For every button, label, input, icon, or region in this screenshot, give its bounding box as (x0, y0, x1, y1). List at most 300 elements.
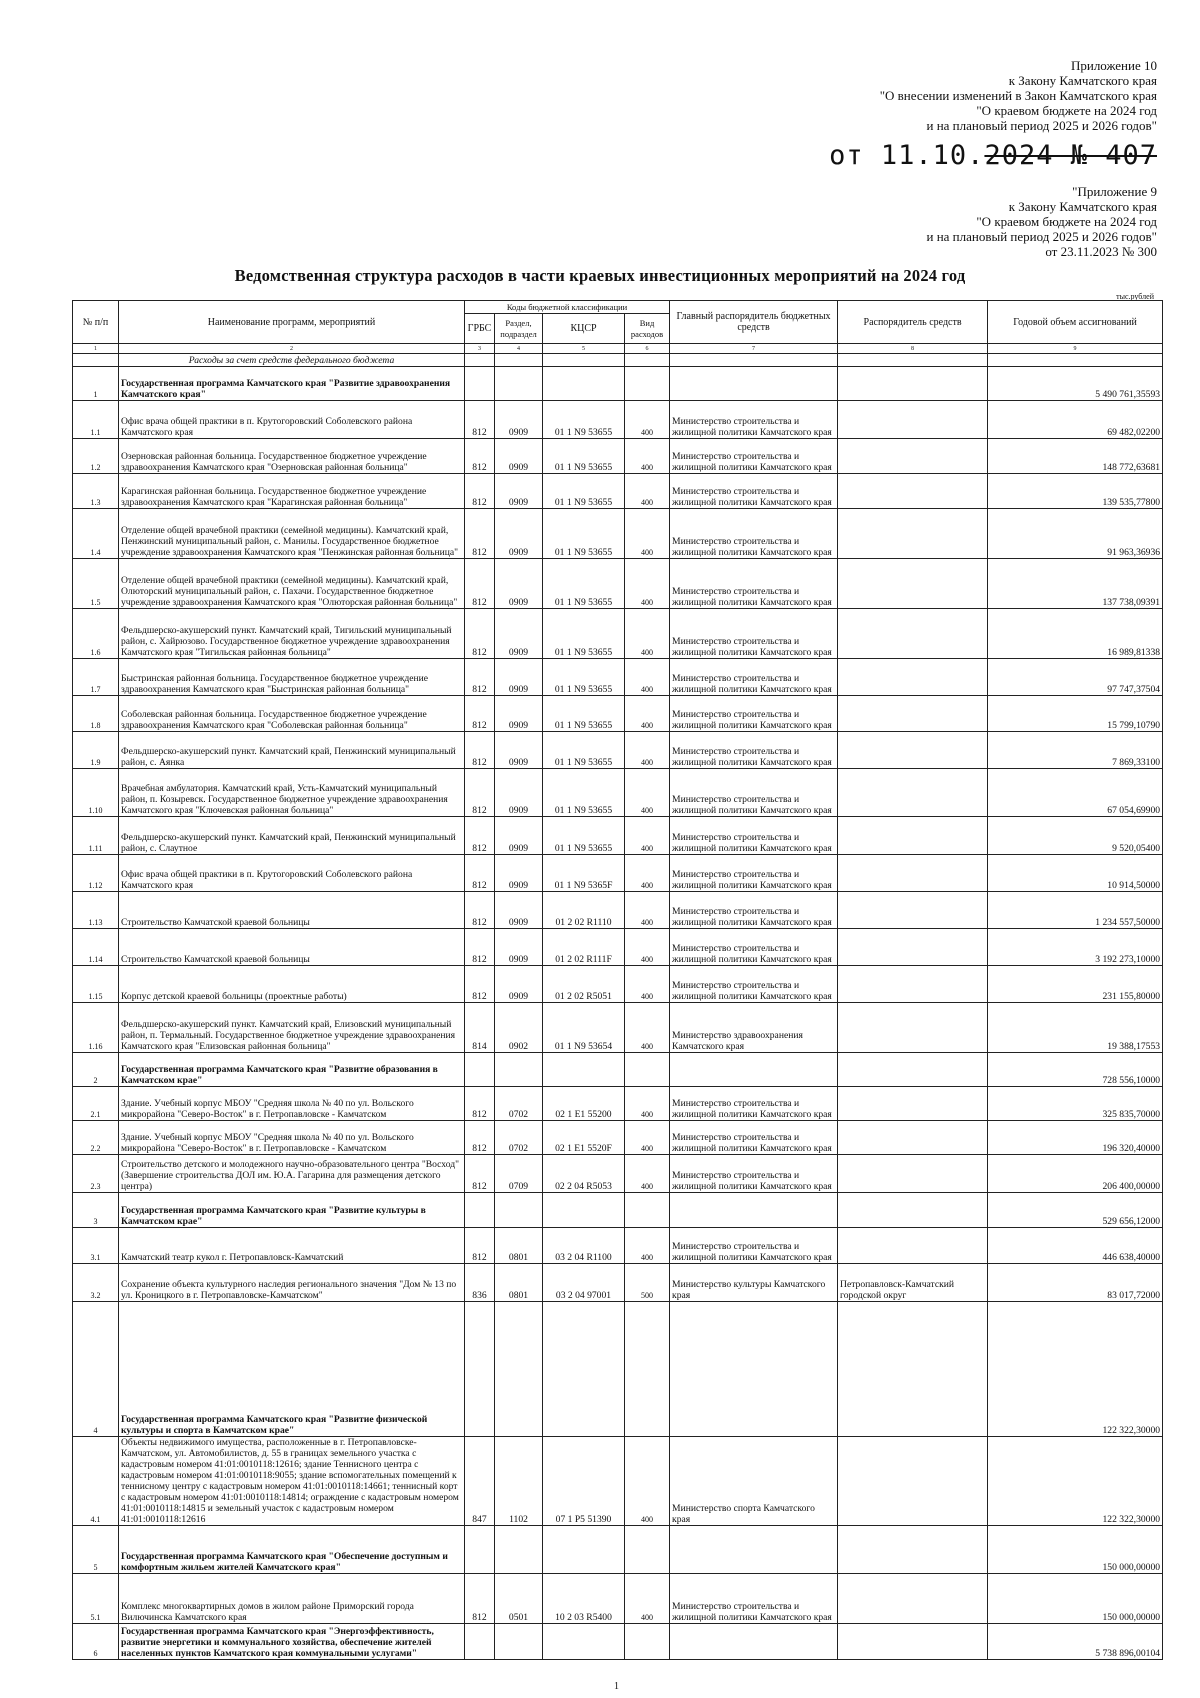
row-name: Государственная программа Камчатского края "Развитие образования в Камчатском крае" (119, 1053, 465, 1087)
row-grbs (465, 1624, 495, 1660)
row-number: 1.11 (73, 817, 119, 855)
header-line: "О внесении изменений в Закон Камчатского края (879, 88, 1157, 103)
row-razdel (495, 1624, 543, 1660)
header-line: к Закону Камчатского края (1008, 199, 1157, 214)
row-vid: 400 (625, 659, 670, 696)
col-header-codes: Коды бюджетной классификации (465, 301, 670, 314)
row-name: Корпус детской краевой больницы (проектные работы) (119, 966, 465, 1003)
row-amount: 150 000,00000 (988, 1574, 1163, 1624)
row-number: 1.16 (73, 1003, 119, 1053)
row-razdel: 0702 (495, 1087, 543, 1121)
table-row (73, 1003, 1163, 1053)
row-kcsr: 07 1 P5 51390 (543, 1437, 625, 1526)
row-name: Государственная программа Камчатского края "Развитие здравоохранения Камчатского края" (119, 367, 465, 401)
row-kcsr: 01 1 N9 53655 (543, 401, 625, 439)
row-name: Отделение общей врачебной практики (семейной медицины). Камчатский край, Олюторский муниципальный район, с. Пахачи. Государственное бюджетное учреждение здравоохранения Камчатского края "Олюторская районная больница" (119, 559, 465, 609)
row-razdel: 0909 (495, 855, 543, 892)
row-number: 5 (73, 1526, 119, 1574)
row-grbs: 812 (465, 929, 495, 966)
col-header-vid: Вид расходов (625, 314, 670, 344)
row-grbs: 812 (465, 609, 495, 659)
row-razdel: 0909 (495, 659, 543, 696)
row-name: Фельдшерско-акушерский пункт. Камчатский край, Пенжинский муниципальный район, с. Слаутное (119, 817, 465, 855)
row-name: Строительство Камчатской краевой больницы (119, 929, 465, 966)
header-line: от 23.11.2023 № 300 (1045, 244, 1157, 259)
row-manager (838, 1193, 988, 1228)
row-razdel: 0801 (495, 1264, 543, 1302)
row-razdel (495, 1302, 543, 1437)
row-manager (838, 1155, 988, 1193)
row-main-manager: Министерство строительства и жилищной политики Камчатского края (670, 609, 838, 659)
col-header-amount: Годовой объем ассигнований (988, 301, 1163, 344)
row-main-manager: Министерство строительства и жилищной политики Камчатского края (670, 509, 838, 559)
row-kcsr: 02 2 04 R5053 (543, 1155, 625, 1193)
row-main-manager: Министерство строительства и жилищной политики Камчатского края (670, 1087, 838, 1121)
row-kcsr (543, 367, 625, 401)
row-grbs: 812 (465, 1121, 495, 1155)
row-main-manager (670, 1302, 838, 1437)
row-number: 3.2 (73, 1264, 119, 1302)
table-row (73, 1437, 1163, 1526)
table-row (73, 1624, 1163, 1660)
row-manager (838, 892, 988, 929)
row-amount: 67 054,69900 (988, 769, 1163, 817)
row-main-manager: Министерство строительства и жилищной политики Камчатского края (670, 1121, 838, 1155)
table-row (73, 1121, 1163, 1155)
row-amount: 7 869,33100 (988, 732, 1163, 769)
row-manager (838, 509, 988, 559)
row-main-manager (670, 1193, 838, 1228)
row-main-manager: Министерство строительства и жилищной политики Камчатского края (670, 855, 838, 892)
row-vid (625, 1302, 670, 1437)
section-row (73, 354, 1163, 367)
row-razdel: 0909 (495, 609, 543, 659)
row-number: 1 (73, 367, 119, 401)
row-razdel: 0801 (495, 1228, 543, 1264)
row-razdel: 0902 (495, 1003, 543, 1053)
table-body (73, 344, 1163, 1660)
row-vid: 400 (625, 817, 670, 855)
expenditure-table (72, 300, 1163, 1660)
row-vid: 400 (625, 439, 670, 474)
row-kcsr: 01 1 N9 53655 (543, 769, 625, 817)
row-manager (838, 1053, 988, 1087)
stamp-struck-number: 2024 № 407 (984, 140, 1157, 171)
header-line: и на плановый период 2025 и 2026 годов" (926, 229, 1157, 244)
row-name: Быстринская районная больница. Государственное бюджетное учреждение здравоохранения Камчатского края "Быстринская районная больница" (119, 659, 465, 696)
row-amount: 137 738,09391 (988, 559, 1163, 609)
row-amount: 325 835,70000 (988, 1087, 1163, 1121)
row-kcsr: 01 1 N9 53655 (543, 559, 625, 609)
row-vid: 400 (625, 929, 670, 966)
column-index: 3 (465, 344, 495, 354)
row-number: 1.10 (73, 769, 119, 817)
row-grbs: 812 (465, 1228, 495, 1264)
row-amount: 97 747,37504 (988, 659, 1163, 696)
row-razdel: 0909 (495, 439, 543, 474)
row-grbs: 812 (465, 439, 495, 474)
row-manager (838, 367, 988, 401)
col-header-num: № п/п (73, 301, 119, 344)
row-manager (838, 659, 988, 696)
row-razdel: 0909 (495, 769, 543, 817)
table-row (73, 929, 1163, 966)
col-header-name: Наименование программ, мероприятий (119, 301, 465, 344)
col-header-grbs: ГРБС (465, 314, 495, 344)
table-row (73, 1302, 1163, 1437)
table-row (73, 769, 1163, 817)
row-vid: 500 (625, 1264, 670, 1302)
row-name: Здание. Учебный корпус МБОУ "Средняя школа № 40 по ул. Вольского микрорайона "Северо-Восток" в г. Петропавловске - Камчатском (119, 1087, 465, 1121)
row-kcsr: 01 2 02 R1110 (543, 892, 625, 929)
row-main-manager: Министерство культуры Камчатского края (670, 1264, 838, 1302)
row-name: Строительство детского и молодежного научно-образовательного центра "Восход" (Завершение строительства ДОЛ им. Ю.А. Гагарина для размещения детского центра) (119, 1155, 465, 1193)
table-row (73, 401, 1163, 439)
row-name: Государственная программа Камчатского края "Энергоэффективность, развитие энергетики и коммунального хозяйства, обеспечение жителей населенных пунктов Камчатского края коммунальными услугами" (119, 1624, 465, 1660)
row-name: Фельдшерско-акушерский пункт. Камчатский край, Тигильский муниципальный район, с. Хайрюзово. Государственное бюджетное учреждение здравоохранения Камчатского края "Тигильская районная больница" (119, 609, 465, 659)
row-main-manager: Министерство спорта Камчатского края (670, 1437, 838, 1526)
column-index-row (73, 344, 1163, 354)
row-razdel: 0909 (495, 892, 543, 929)
row-manager (838, 1574, 988, 1624)
row-name: Государственная программа Камчатского края "Обеспечение доступным и комфортным жильем жителей Камчатского края" (119, 1526, 465, 1574)
row-razdel: 0709 (495, 1155, 543, 1193)
row-vid: 400 (625, 474, 670, 509)
row-manager (838, 1437, 988, 1526)
row-manager (838, 1121, 988, 1155)
row-amount: 728 556,10000 (988, 1053, 1163, 1087)
row-number: 1.15 (73, 966, 119, 1003)
table-row (73, 509, 1163, 559)
col-header-razdel: Раздел, подраздел (495, 314, 543, 344)
row-kcsr: 03 2 04 R1100 (543, 1228, 625, 1264)
row-grbs (465, 1526, 495, 1574)
row-main-manager: Министерство строительства и жилищной политики Камчатского края (670, 892, 838, 929)
row-razdel (495, 1053, 543, 1087)
page-number: 1 (614, 1681, 619, 1692)
table-row (73, 855, 1163, 892)
row-vid: 400 (625, 1121, 670, 1155)
row-kcsr: 03 2 04 97001 (543, 1264, 625, 1302)
row-amount: 206 400,00000 (988, 1155, 1163, 1193)
row-amount: 139 535,77800 (988, 474, 1163, 509)
row-manager (838, 855, 988, 892)
row-grbs: 812 (465, 769, 495, 817)
row-number: 1.13 (73, 892, 119, 929)
row-main-manager (670, 1526, 838, 1574)
row-kcsr (543, 1302, 625, 1437)
column-index: 7 (670, 344, 838, 354)
row-vid: 400 (625, 732, 670, 769)
row-vid: 400 (625, 401, 670, 439)
row-vid: 400 (625, 1155, 670, 1193)
row-vid: 400 (625, 1003, 670, 1053)
row-vid (625, 1193, 670, 1228)
table-row (73, 1193, 1163, 1228)
row-main-manager: Министерство строительства и жилищной политики Камчатского края (670, 1228, 838, 1264)
row-main-manager: Министерство строительства и жилищной политики Камчатского края (670, 401, 838, 439)
row-grbs (465, 1053, 495, 1087)
table-row (73, 367, 1163, 401)
row-name: Офис врача общей практики в п. Крутогоровский Соболевского района Камчатского края (119, 401, 465, 439)
row-razdel: 0909 (495, 817, 543, 855)
row-amount: 91 963,36936 (988, 509, 1163, 559)
row-vid: 400 (625, 1228, 670, 1264)
row-manager (838, 769, 988, 817)
row-vid (625, 1053, 670, 1087)
table-row (73, 1087, 1163, 1121)
row-main-manager: Министерство строительства и жилищной политики Камчатского края (670, 966, 838, 1003)
table-row (73, 659, 1163, 696)
row-kcsr: 01 1 N9 53655 (543, 732, 625, 769)
row-grbs: 812 (465, 1155, 495, 1193)
row-number: 1.8 (73, 696, 119, 732)
row-grbs: 812 (465, 892, 495, 929)
row-main-manager: Министерство строительства и жилищной политики Камчатского края (670, 732, 838, 769)
row-main-manager: Министерство здравоохранения Камчатского края (670, 1003, 838, 1053)
row-number: 1.14 (73, 929, 119, 966)
row-vid: 400 (625, 769, 670, 817)
column-index: 2 (119, 344, 465, 354)
table-row (73, 892, 1163, 929)
column-index: 4 (495, 344, 543, 354)
row-number: 1.4 (73, 509, 119, 559)
row-vid: 400 (625, 1574, 670, 1624)
row-amount: 15 799,10790 (988, 696, 1163, 732)
header-line: Приложение 10 (1070, 58, 1157, 73)
row-amount: 529 656,12000 (988, 1193, 1163, 1228)
row-number: 1.6 (73, 609, 119, 659)
row-manager: Петропавловск-Камчатский городской округ (838, 1264, 988, 1302)
row-grbs: 812 (465, 817, 495, 855)
table-row (73, 1526, 1163, 1574)
row-kcsr: 01 2 02 R5051 (543, 966, 625, 1003)
row-number: 2.1 (73, 1087, 119, 1121)
row-amount: 122 322,30000 (988, 1302, 1163, 1437)
row-amount: 19 388,17553 (988, 1003, 1163, 1053)
row-name: Сохранение объекта культурного наследия регионального значения "Дом № 13 по ул. Кроницкого в г. Петропавловске-Камчатском" (119, 1264, 465, 1302)
row-amount: 196 320,40000 (988, 1121, 1163, 1155)
row-razdel: 0909 (495, 966, 543, 1003)
row-kcsr: 01 1 N9 5365F (543, 855, 625, 892)
row-vid: 400 (625, 855, 670, 892)
row-manager (838, 817, 988, 855)
row-razdel: 0501 (495, 1574, 543, 1624)
table-row (73, 609, 1163, 659)
row-manager (838, 474, 988, 509)
row-razdel: 0909 (495, 559, 543, 609)
row-amount: 122 322,30000 (988, 1437, 1163, 1526)
row-grbs: 814 (465, 1003, 495, 1053)
table-row (73, 1155, 1163, 1193)
row-grbs: 812 (465, 401, 495, 439)
row-manager (838, 1302, 988, 1437)
column-index: 9 (988, 344, 1163, 354)
row-vid: 400 (625, 559, 670, 609)
col-header-kcsr: КЦСР (543, 314, 625, 344)
table-row (73, 966, 1163, 1003)
appendix-header-new (880, 58, 1157, 133)
row-grbs (465, 367, 495, 401)
table-row (73, 559, 1163, 609)
row-main-manager (670, 1624, 838, 1660)
row-name: Здание. Учебный корпус МБОУ "Средняя школа № 40 по ул. Вольского микрорайона "Северо-Восток" в г. Петропавловске - Камчатском (119, 1121, 465, 1155)
row-name: Строительство Камчатской краевой больницы (119, 892, 465, 929)
row-main-manager: Министерство строительства и жилищной политики Камчатского края (670, 439, 838, 474)
row-kcsr: 01 1 N9 53655 (543, 659, 625, 696)
row-grbs: 812 (465, 1574, 495, 1624)
header-line: "Приложение 9 (1072, 184, 1157, 199)
row-vid: 400 (625, 609, 670, 659)
row-amount: 16 989,81338 (988, 609, 1163, 659)
row-main-manager: Министерство строительства и жилищной политики Камчатского края (670, 1574, 838, 1624)
row-name: Отделение общей врачебной практики (семейной медицины). Камчатский край, Пенжинский муниципальный район, с. Манилы. Государственное бюджетное учреждение здравоохранения Камчатского края "Пенжинская районная больница" (119, 509, 465, 559)
row-manager (838, 1228, 988, 1264)
row-razdel (495, 1193, 543, 1228)
row-kcsr: 01 1 N9 53655 (543, 609, 625, 659)
row-number: 1.12 (73, 855, 119, 892)
row-main-manager: Министерство строительства и жилищной политики Камчатского края (670, 769, 838, 817)
row-manager (838, 696, 988, 732)
column-index: 6 (625, 344, 670, 354)
row-razdel: 0702 (495, 1121, 543, 1155)
row-manager (838, 1526, 988, 1574)
row-main-manager: Министерство строительства и жилищной политики Камчатского края (670, 474, 838, 509)
row-number: 4 (73, 1302, 119, 1437)
row-grbs (465, 1193, 495, 1228)
col-header-main-manager: Главный распорядитель бюджетных средств (670, 301, 838, 344)
row-manager (838, 439, 988, 474)
row-manager (838, 1624, 988, 1660)
row-number: 6 (73, 1624, 119, 1660)
row-number: 3 (73, 1193, 119, 1228)
row-main-manager: Министерство строительства и жилищной политики Камчатского края (670, 659, 838, 696)
row-kcsr: 01 1 N9 53655 (543, 474, 625, 509)
row-amount: 10 914,50000 (988, 855, 1163, 892)
row-amount: 148 772,63681 (988, 439, 1163, 474)
units-label: тыс.рублей (1116, 292, 1154, 301)
row-manager (838, 966, 988, 1003)
row-number: 3.1 (73, 1228, 119, 1264)
row-manager (838, 929, 988, 966)
row-grbs: 812 (465, 559, 495, 609)
row-amount: 446 638,40000 (988, 1228, 1163, 1264)
row-manager (838, 609, 988, 659)
row-vid: 400 (625, 1087, 670, 1121)
row-manager (838, 1087, 988, 1121)
row-amount: 231 155,80000 (988, 966, 1163, 1003)
row-number: 2 (73, 1053, 119, 1087)
row-razdel: 1102 (495, 1437, 543, 1526)
row-grbs: 847 (465, 1437, 495, 1526)
table-row (73, 817, 1163, 855)
row-name: Фельдшерско-акушерский пункт. Камчатский край, Пенжинский муниципальный район, с. Аянка (119, 732, 465, 769)
row-kcsr: 01 1 N9 53655 (543, 696, 625, 732)
row-manager (838, 1003, 988, 1053)
row-razdel: 0909 (495, 732, 543, 769)
row-kcsr: 01 1 N9 53655 (543, 439, 625, 474)
row-main-manager: Министерство строительства и жилищной политики Камчатского края (670, 929, 838, 966)
column-index: 8 (838, 344, 988, 354)
row-number: 5.1 (73, 1574, 119, 1624)
date-number-stamp (829, 141, 1157, 171)
table-row (73, 1228, 1163, 1264)
row-manager (838, 732, 988, 769)
table-row (73, 732, 1163, 769)
row-razdel: 0909 (495, 929, 543, 966)
row-vid: 400 (625, 696, 670, 732)
row-number: 1.9 (73, 732, 119, 769)
row-number: 2.2 (73, 1121, 119, 1155)
row-name: Государственная программа Камчатского края "Развитие культуры в Камчатском крае" (119, 1193, 465, 1228)
row-name: Офис врача общей практики в п. Крутогоровский Соболевского района Камчатского края (119, 855, 465, 892)
section-title: Расходы за счет средств федерального бюджета (119, 354, 465, 367)
row-number: 1.2 (73, 439, 119, 474)
row-kcsr (543, 1053, 625, 1087)
row-main-manager: Министерство строительства и жилищной политики Камчатского края (670, 817, 838, 855)
row-grbs: 812 (465, 732, 495, 769)
row-manager (838, 559, 988, 609)
row-razdel: 0909 (495, 401, 543, 439)
table-row (73, 1053, 1163, 1087)
row-kcsr: 01 1 N9 53655 (543, 817, 625, 855)
row-name: Камчатский театр кукол г. Петропавловск-Камчатский (119, 1228, 465, 1264)
header-line: к Закону Камчатского края (1008, 73, 1157, 88)
table-row (73, 1264, 1163, 1302)
row-name: Карагинская районная больница. Государственное бюджетное учреждение здравоохранения Камчатского края "Карагинская районная больница" (119, 474, 465, 509)
header-line: "О краевом бюджете на 2024 год (976, 214, 1157, 229)
row-amount: 150 000,00000 (988, 1526, 1163, 1574)
table-row (73, 474, 1163, 509)
row-kcsr: 01 1 N9 53655 (543, 509, 625, 559)
row-vid: 400 (625, 509, 670, 559)
row-razdel: 0909 (495, 696, 543, 732)
header-line: "О краевом бюджете на 2024 год (976, 103, 1157, 118)
row-name: Фельдшерско-акушерский пункт. Камчатский край, Елизовский муниципальный район, п. Термальный. Государственное бюджетное учреждение здравоохранения Камчатского края "Елизовская районная больница" (119, 1003, 465, 1053)
row-amount: 9 520,05400 (988, 817, 1163, 855)
row-vid (625, 1624, 670, 1660)
row-grbs: 812 (465, 855, 495, 892)
column-index: 5 (543, 344, 625, 354)
row-name: Объекты недвижимого имущества, расположенные в г. Петропавловске-Камчатском, ул. Автомобилистов, д. 55 в границах земельного участка с кадастровым номером 41:01:0010118:12616; здание Теннисного центра с кадастровым номером 41:01:0010118:9055; здание вспомогательных помещений к теннисному центру с кадастровым номером 41:01:0010118:14661; теннисный корт с кадастровым номером 41:01:0010118:14814; ограждение с кадастровым номером 41:01:0010118:14815 и земельный участок с кадастровым номером 41:01:0010118:12616 (119, 1437, 465, 1526)
row-grbs: 812 (465, 509, 495, 559)
row-main-manager: Министерство строительства и жилищной политики Камчатского края (670, 1155, 838, 1193)
row-razdel (495, 1526, 543, 1574)
col-header-manager: Распорядитель средств (838, 301, 988, 344)
row-main-manager: Министерство строительства и жилищной политики Камчатского края (670, 696, 838, 732)
row-main-manager (670, 1053, 838, 1087)
table-row (73, 696, 1163, 732)
row-number: 2.3 (73, 1155, 119, 1193)
row-kcsr: 01 1 N9 53654 (543, 1003, 625, 1053)
row-vid (625, 367, 670, 401)
row-name: Врачебная амбулатория. Камчатский край, Усть-Камчатский муниципальный район, п. Козыревск. Государственное бюджетное учреждение здравоохранения Камчатского края "Ключевская районная больница" (119, 769, 465, 817)
row-amount: 69 482,02200 (988, 401, 1163, 439)
row-razdel: 0909 (495, 509, 543, 559)
row-manager (838, 401, 988, 439)
row-grbs: 836 (465, 1264, 495, 1302)
row-razdel (495, 367, 543, 401)
row-number: 1.5 (73, 559, 119, 609)
row-amount: 3 192 273,10000 (988, 929, 1163, 966)
row-kcsr: 01 2 02 R111F (543, 929, 625, 966)
row-kcsr (543, 1193, 625, 1228)
row-razdel: 0909 (495, 474, 543, 509)
row-name: Озерновская районная больница. Государственное бюджетное учреждение здравоохранения Камчатского края "Озерновская районная больница" (119, 439, 465, 474)
row-number: 4.1 (73, 1437, 119, 1526)
row-grbs: 812 (465, 474, 495, 509)
row-name: Соболевская районная больница. Государственное бюджетное учреждение здравоохранения Камчатского края "Соболевская районная больница" (119, 696, 465, 732)
